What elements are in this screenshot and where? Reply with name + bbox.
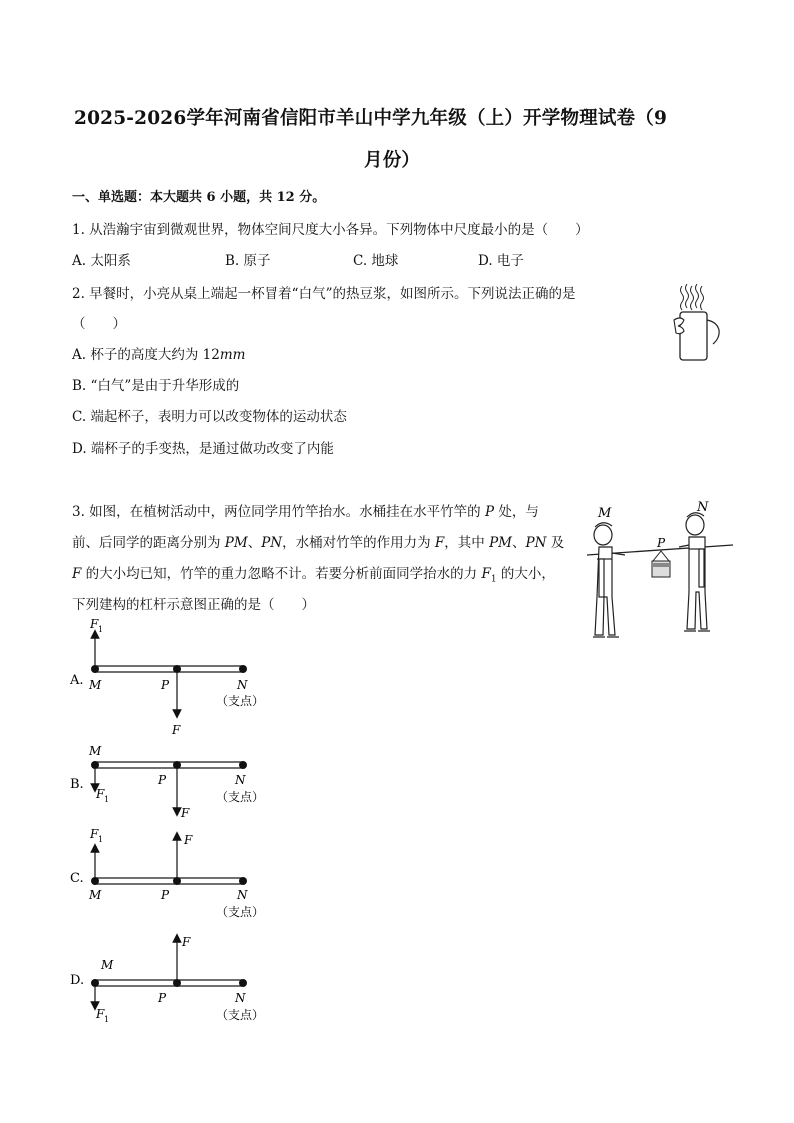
fig-label-p: P xyxy=(657,536,666,550)
q2-option-d: D. 端杯子的手变热，是通过做功改变了内能 xyxy=(72,441,334,457)
q2-option-b: B. “白气”是由于升华形成的 xyxy=(72,378,240,394)
diagram-c-fulcrum: （支点） xyxy=(216,905,265,919)
diagram-c-p: P xyxy=(161,888,170,902)
q1-stem: 1. 从浩瀚宇宙到微观世界，物体空间尺度大小各异。下列物体中尺度最小的是（ ） xyxy=(72,222,589,238)
q3-l2-f: F xyxy=(434,535,445,551)
q3-l2-pn: PN xyxy=(261,535,283,551)
diagram-a[interactable] xyxy=(69,617,264,737)
exam-title-line2: 月份） xyxy=(364,150,421,171)
q3-l2-pm2: PM xyxy=(489,535,513,551)
q3-carry-figure xyxy=(585,497,735,647)
diagram-d-f1-sub: 1 xyxy=(104,1015,110,1024)
section-mid: 小题，共 xyxy=(215,190,277,205)
diagram-d-m: M xyxy=(101,958,114,972)
bucket-icon xyxy=(652,551,670,577)
diagram-c-n: N xyxy=(237,888,248,902)
section-header xyxy=(72,186,325,205)
exam-title-line1: 2025-2026学年河南省信阳市羊山中学九年级（上）开学物理试卷（9 xyxy=(74,108,668,129)
section-prefix: 一、单选题：本大题共 xyxy=(72,190,207,205)
q3-l2-mid: ，水桶对竹竿的作用力为 xyxy=(282,535,435,551)
q3-l3-f: F xyxy=(72,566,82,582)
q3-l2-sep: 、 xyxy=(247,535,262,551)
q1-option-d: D. 电子 xyxy=(478,253,524,269)
diagram-d-f1: F xyxy=(96,1007,105,1021)
diagram-a-f1-sub: 1 xyxy=(98,625,104,634)
q3-l1-pre: 3. 如图，在植树活动中，两位同学用竹竿抬水。水桶挂在水平竹竿的 xyxy=(72,504,485,520)
diagram-b-n: N xyxy=(235,773,246,787)
q2-stem-line1: 2. 早餐时，小亮从桌上端起一杯冒着“白气”的热豆浆，如图所示。下列说法正确的是 xyxy=(72,286,576,302)
q2-stem-line2: （ ） xyxy=(72,316,126,332)
diagram-d-label: D. xyxy=(70,973,85,988)
q3-stem-line2 xyxy=(72,531,564,551)
q3-l2-end: 及 xyxy=(546,535,565,551)
diagram-c-f1-sub: 1 xyxy=(98,835,104,844)
diagram-c-f1: F xyxy=(90,827,99,841)
diagram-d-p: P xyxy=(158,991,167,1005)
q1-option-a: A. 太阳系 xyxy=(72,253,131,269)
q3-l1-p: P xyxy=(484,504,495,520)
diagram-b-f1-sub: 1 xyxy=(104,795,110,804)
q3-l2-pm: PM xyxy=(224,535,248,551)
diagram-c-label: C. xyxy=(70,871,84,886)
q3-stem-line4: 下列建构的杠杆示意图正确的是（ ） xyxy=(72,597,315,613)
q3-stem-line1 xyxy=(72,500,539,520)
q2-option-a-text: A. 杯子的高度大约为 12 xyxy=(72,347,220,363)
diagram-a-label: A. xyxy=(70,673,84,688)
section-score: 12 xyxy=(276,190,295,205)
student-n xyxy=(679,513,710,631)
diagram-a-p: P xyxy=(161,678,170,692)
q1-option-b: B. 原子 xyxy=(225,253,271,269)
diagram-b-f1: F xyxy=(96,787,105,801)
q3-stem-line3 xyxy=(72,562,555,585)
diagram-d-n: N xyxy=(235,991,246,1005)
q1-option-c: C. 地球 xyxy=(353,253,399,269)
q3-lever-diagrams xyxy=(60,612,300,1032)
diagram-b-f: F xyxy=(181,806,190,820)
q2-option-a-unit: mm xyxy=(219,347,246,363)
student-m xyxy=(593,523,625,637)
q3-l2-sep2: 、 xyxy=(512,535,526,551)
q3-l3-mid: 的大小均已知，竹竿的重力忽略不计。若要分析前面同学抬水的力 xyxy=(81,566,482,582)
fig-label-n: N xyxy=(697,500,709,515)
q3-l3-f1: F xyxy=(481,566,491,582)
section-suffix: 分。 xyxy=(294,190,326,205)
diagram-c[interactable] xyxy=(70,827,264,919)
diagram-b-m: M xyxy=(89,744,102,758)
steam-icon xyxy=(681,286,684,310)
q3-l3-f1-sub: 1 xyxy=(490,574,497,585)
fig-label-m: M xyxy=(598,506,612,521)
q3-l3-post: 的大小， xyxy=(496,566,555,582)
q3-l2-post: ，其中 xyxy=(444,535,490,551)
q3-l1-post: 处，与 xyxy=(494,504,539,520)
q2-option-a xyxy=(72,343,245,363)
q3-l2-pre: 前、后同学的距离分别为 xyxy=(72,535,225,551)
diagram-d-fulcrum: （支点） xyxy=(216,1008,265,1022)
diagram-b-label: B. xyxy=(70,777,84,792)
diagram-d[interactable] xyxy=(70,935,264,1024)
q2-option-c: C. 端起杯子，表明力可以改变物体的运动状态 xyxy=(72,409,347,425)
diagram-b-fulcrum: （支点） xyxy=(216,790,265,804)
diagram-a-f: F xyxy=(172,723,181,737)
diagram-c-f: F xyxy=(184,833,193,847)
section-count: 6 xyxy=(206,190,216,205)
diagram-b[interactable] xyxy=(70,744,264,820)
diagram-a-n: N xyxy=(237,678,248,692)
diagram-c-m: M xyxy=(89,888,102,902)
diagram-b-p: P xyxy=(158,773,167,787)
diagram-a-f1: F xyxy=(90,617,99,631)
q3-l2-pn2: PN xyxy=(525,535,547,551)
diagram-a-m: M xyxy=(89,678,102,692)
diagram-d-f: F xyxy=(182,935,191,949)
diagram-a-fulcrum: （支点） xyxy=(216,694,265,708)
q2-cup-figure xyxy=(668,284,724,364)
